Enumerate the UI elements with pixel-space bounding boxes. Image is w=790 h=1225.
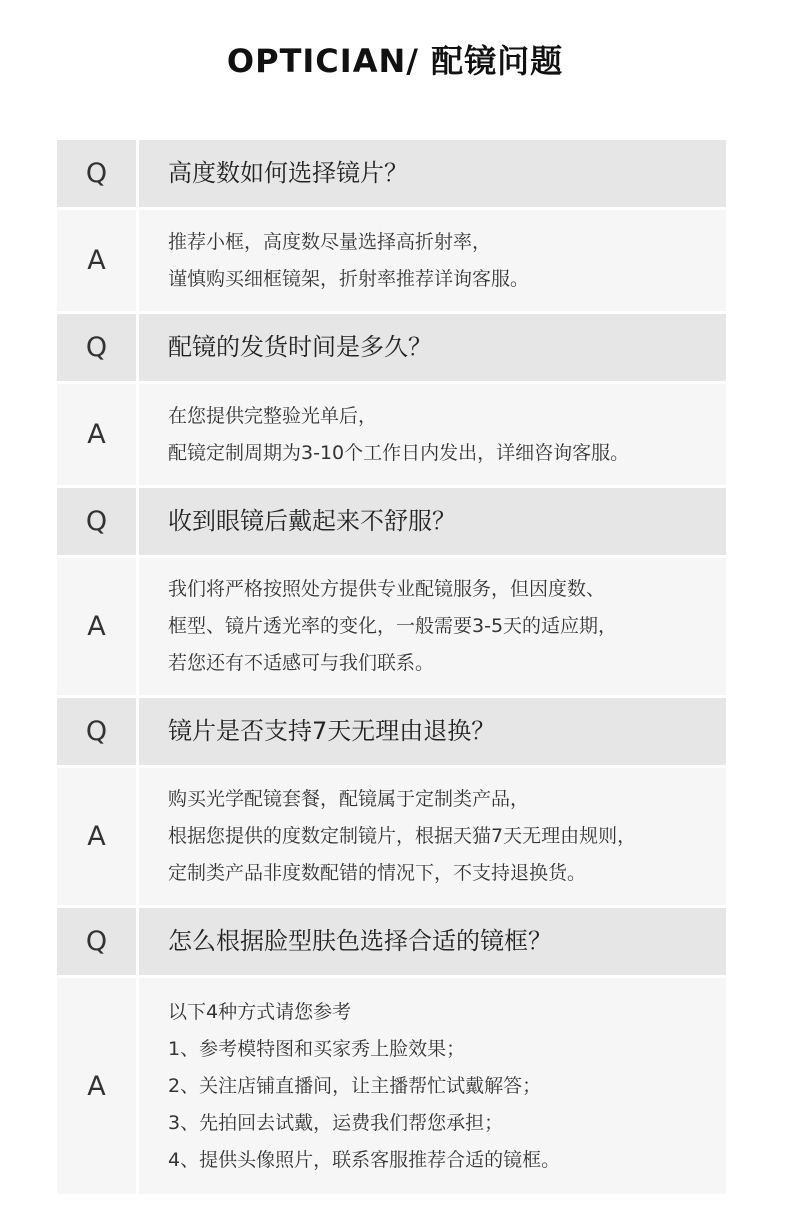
answer-line: 1、参考模特图和买家秀上脸效果； bbox=[168, 1037, 466, 1060]
a-marker: A bbox=[57, 384, 136, 485]
faq-question-row bbox=[57, 908, 726, 975]
faq-answer-row bbox=[57, 210, 726, 311]
faq-answer-row bbox=[57, 384, 726, 485]
question-text: 怎么根据脸型肤色选择合适的镜框？ bbox=[168, 927, 552, 955]
answer-line: 在您提供完整验光单后， bbox=[168, 404, 378, 427]
answer-line: 定制类产品非度数配错的情况下，不支持退换货。 bbox=[168, 862, 587, 884]
question-text: 收到眼镜后戴起来不舒服？ bbox=[168, 507, 456, 535]
faq-answer-row bbox=[57, 768, 726, 905]
question-text: 配镜的发货时间是多久？ bbox=[168, 333, 432, 361]
a-marker: A bbox=[57, 978, 136, 1194]
q-marker: Q bbox=[57, 698, 136, 765]
answer-line: 以下4种方式请您参考 bbox=[168, 1000, 352, 1023]
answer-line: 购买光学配镜套餐，配镜属于定制类产品， bbox=[168, 788, 530, 810]
q-marker: Q bbox=[57, 908, 136, 975]
q-marker: Q bbox=[57, 488, 136, 555]
answer-line: 配镜定制周期为3-10个工作日内发出，详细咨询客服。 bbox=[168, 441, 630, 464]
q-marker: Q bbox=[57, 140, 136, 207]
faq-answer-row bbox=[57, 558, 726, 695]
q-marker: Q bbox=[57, 314, 136, 381]
answer-line: 框型、镜片透光率的变化，一般需要3-5天的适应期， bbox=[168, 615, 618, 637]
faq-question-row bbox=[57, 140, 726, 207]
answer-line: 4、提供头像照片，联系客服推荐合适的镜框。 bbox=[168, 1148, 561, 1171]
page-title: OPTICIAN/ 配镜问题 bbox=[226, 42, 564, 80]
faq-answer-row bbox=[57, 978, 726, 1194]
answer-line: 推荐小框，高度数尽量选择高折射率， bbox=[168, 230, 492, 253]
faq-list bbox=[57, 140, 726, 1197]
a-marker: A bbox=[57, 210, 136, 311]
faq-question-row bbox=[57, 698, 726, 765]
a-marker: A bbox=[57, 558, 136, 695]
answer-line: 谨慎购买细框镜架，折射率推荐详询客服。 bbox=[168, 267, 530, 290]
answer-line: 3、先拍回去试戴，运费我们帮您承担； bbox=[168, 1111, 504, 1134]
question-text: 高度数如何选择镜片？ bbox=[168, 159, 408, 187]
answer-line: 若您还有不适感可与我们联系。 bbox=[168, 652, 435, 674]
a-marker: A bbox=[57, 768, 136, 905]
answer-line: 2、关注店铺直播间，让主播帮忙试戴解答； bbox=[168, 1074, 542, 1097]
answer-line: 根据您提供的度数定制镜片，根据天猫7天无理由规则， bbox=[168, 825, 637, 847]
answer-line: 我们将严格按照处方提供专业配镜服务，但因度数、 bbox=[168, 578, 606, 600]
question-text: 镜片是否支持7天无理由退换？ bbox=[168, 717, 496, 745]
faq-question-row bbox=[57, 314, 726, 381]
faq-question-row bbox=[57, 488, 726, 555]
